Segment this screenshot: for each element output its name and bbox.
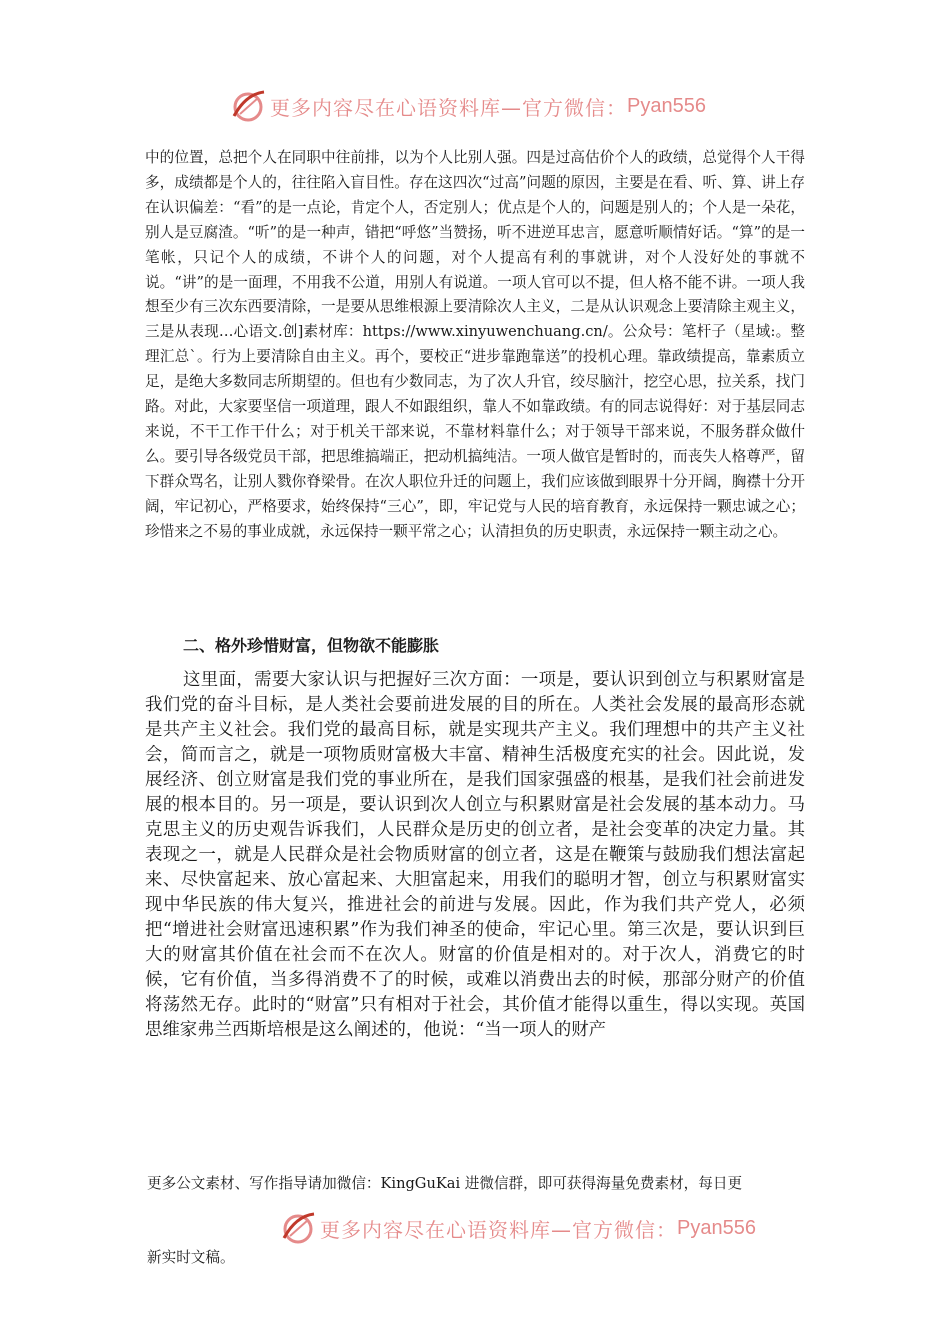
banner-wechat-id: Pyan556 <box>677 1216 756 1239</box>
banner-text: 更多内容尽在心语资料库—官方微信： <box>320 1217 677 1242</box>
paragraph-line: 立与积累财富是社会发展的基本动力。马克思主义的历史观告诉我们，人民群 <box>145 795 805 840</box>
paragraph-line: 这里面，需要大家认识与把握好三次方面：一项是，要认识到创立与积累 <box>183 670 753 690</box>
body-paragraph-1: 中的位置，总把个人在同职中往前排，以为个人比别人强。四是过高估价个人的政绩，总觉得个人干得多，成绩都是个人的，往往陷入盲目性。存在这四次“过高”问题的原因，主要是在看、听、算、讲上存在认识偏差：“看”的是一点论，肯定个人，否定别人；优点是个人的，问题是别人的；个人是一朵花，别人是豆腐渣。“听”的是一种声，错把“呼悠”当赞扬，听不进逆耳忠言，愿意听顺情好话。“算”的是一笔帐，只记个人的成绩，不讲个人的问题，对个人提高有利的事就讲，对个人没好处的事就不说。“讲”的是一面理，不用我不公道，用别人有说道。一项人官可以不提，但人格不能不讲。一项人我想至少有三次东西要清除，一是要从思维根源上要清除次人主义，二是从认识观念上要清除主观主义，三是从表现…心语文.创]素材库：https://www.xinyuwenchuang.cn/。公众号：笔杆子（星域:。整理汇总`。行为上要清除自由主义。再个，要校正“进步靠跑靠送”的投机心理。靠政绩提高，靠素质立足，是绝大多数同志所期望的。但也有少数同志，为了次人升官，绞尽脑汁，挖空心思，拉关系，找门路。对此，大家要坚信一项道理，跟人不如跟组织，靠人不如靠政绩。有的同志说得好：对于基层同志来说，不干工作干什么；对于机关干部来说，不靠材料靠什么；对于领导干部来说，不服务群众做什么。要引导各级党员干部，把思维搞端正，把动机搞纯洁。一项人做官是暂时的，而丧失人格尊严，留下群众骂名，让别人戮你脊梁骨。在次人职位升迁的问题上，我们应该做到眼界十分开阔，胸襟十分开阔，牢记初心，严格要求，始终保持“三心”，即，牢记党与人民的培育教育，永远保持一颗忠诚之心；珍惜来之不易的事业成就，永远保持一颗平常之心；认清担负的历史职责，永远保持一颗主动之心。 <box>145 149 805 540</box>
paragraph-line: 得以实现。英国思维家弗兰西斯培根是这么阐述的，他说：“当一项人的财产 <box>145 995 805 1040</box>
footer-watermark-banner <box>278 1206 756 1250</box>
brand-logo-icon <box>278 1208 318 1248</box>
header-watermark-banner <box>228 84 706 128</box>
footer-promo-text-continued: 新实时文稿。 <box>147 1249 235 1266</box>
paragraph-line: 的最高形态就是共产主义社会。我们党的最高目标，就是实现共产主义。我们 <box>145 695 805 740</box>
banner-wechat-id: Pyan556 <box>627 94 706 117</box>
paragraph-line: 时候，它有价值，当多得消费不了的时候，或难以消费出去的时候，那部分财 <box>145 945 805 990</box>
paragraph-line: 大复兴，推进社会的前进与发展。因此，作为我们共产党人，必须把“增进社 <box>145 895 805 940</box>
paragraph-line: 富起来、大胆富起来，用我们的聪明才智，创立与积累财富实现中华民族的伟 <box>145 870 805 915</box>
paragraph-line: 的财富其价值在社会而不在次人。财富的价值是相对的。对于次人，消费它的 <box>163 945 788 965</box>
paragraph-line: 会物质财富的创立者，这是在鞭策与鼓励我们想法富起来、尽快富起来、放心 <box>145 845 805 890</box>
paragraph-line: 会财富迅速积累”作为我们神圣的使命，牢记心里。第三次是，要认识到巨大 <box>145 920 805 965</box>
paragraph-line: 理想中的共产主义社会，简而言之，就是一项物质财富极大丰富、精神生活极 <box>145 720 805 765</box>
paragraph-line: 产的价值将荡然无存。此时的“财富”只有相对于社会，其价值才能得以重生， <box>145 970 805 1015</box>
footer-promo-text: 更多公文素材、写作指导请加微信：KingGuKai 进微信群，即可获得海量免费素材，每日更 <box>147 1175 743 1192</box>
brand-logo-icon <box>228 86 268 126</box>
section-heading: 二、格外珍惜财富，但物欲不能膨胀 <box>183 636 440 655</box>
body-paragraph-2 <box>145 668 805 1043</box>
paragraph-line: 众是历史的创立者，是社会变革的决定力量。其表现之一，就是人民群众是社 <box>145 820 805 865</box>
paragraph-line: 家强盛的根基，是我们社会前进发展的根本目的。另一项是，要认识到次人创 <box>145 770 805 815</box>
paragraph-line: 度充实的社会。因此说，发展经济、创立财富是我们党的事业所在，是我们国 <box>145 745 805 790</box>
banner-text: 更多内容尽在心语资料库—官方微信： <box>270 95 627 120</box>
paragraph-line: 财富是我们党的奋斗目标，是人类社会要前进发展的目的所在。人类社会发展 <box>145 670 805 715</box>
